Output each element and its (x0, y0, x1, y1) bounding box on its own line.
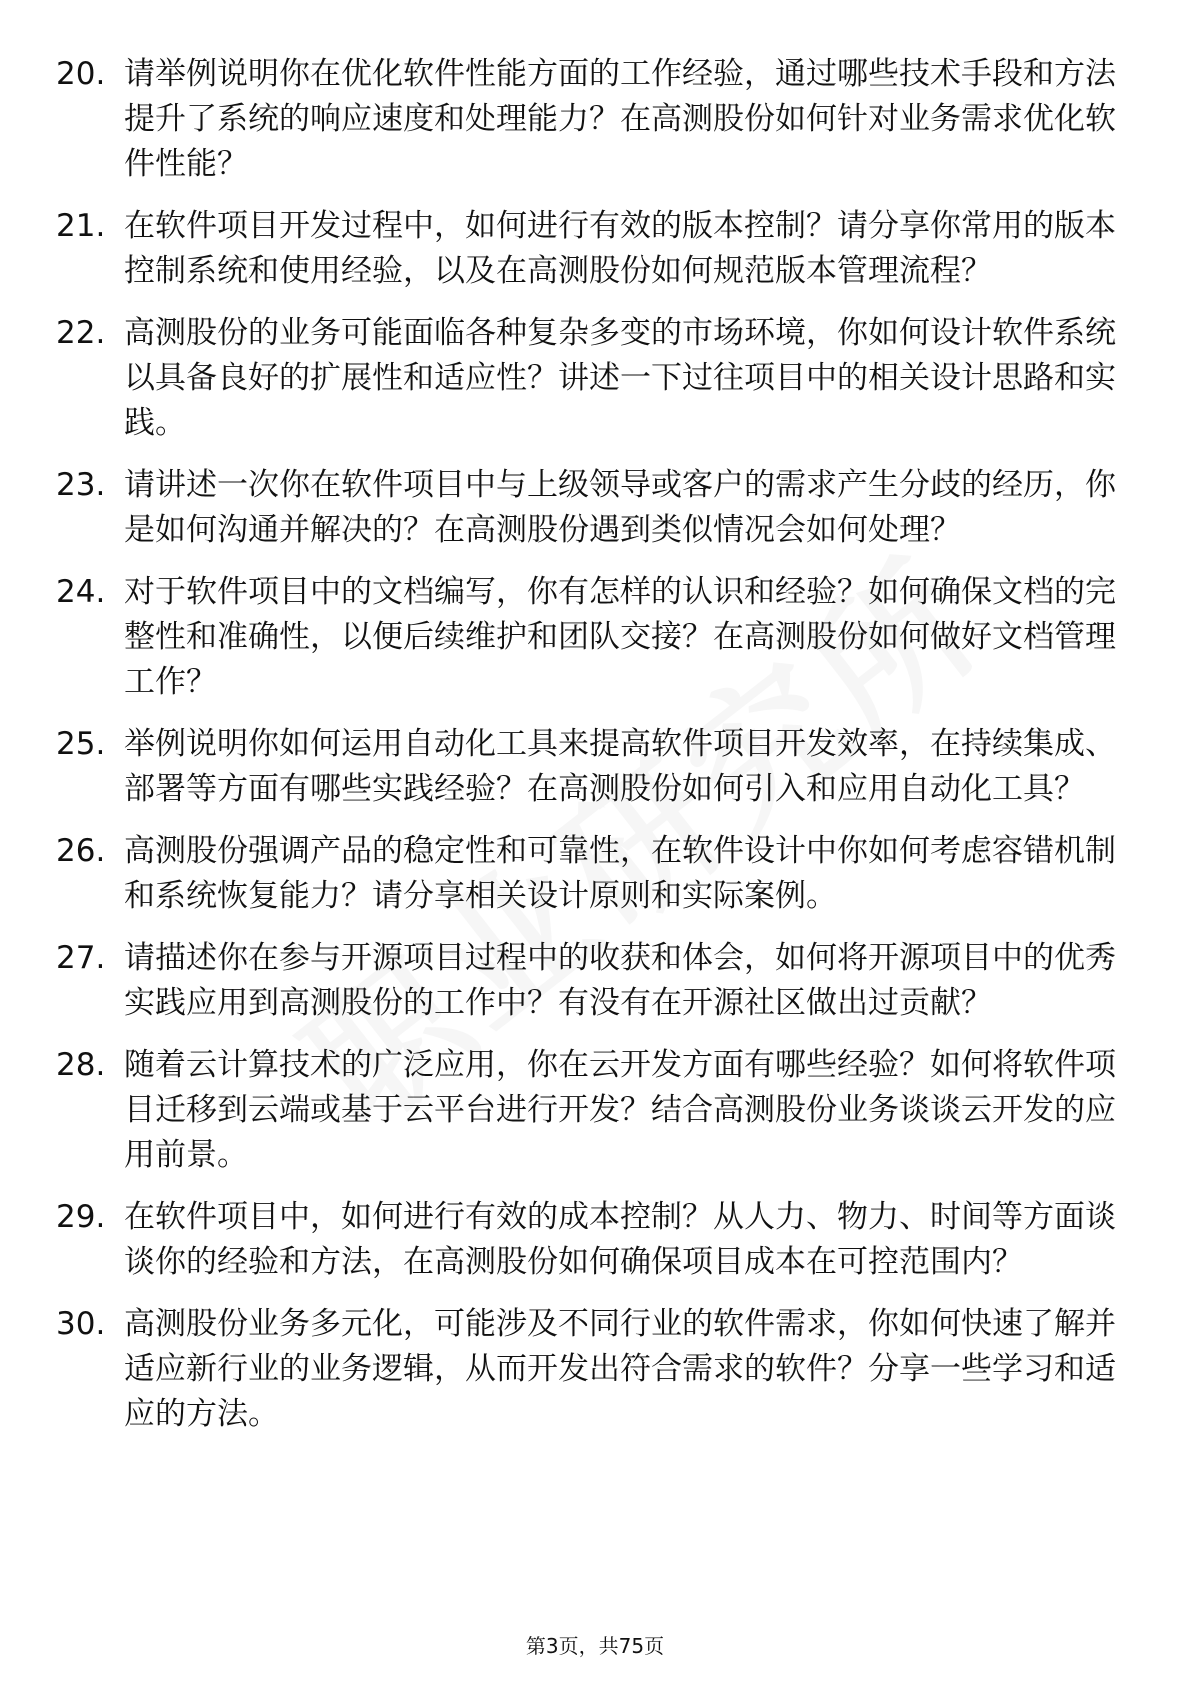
page-number-label: 第3页，共75页 (525, 1634, 665, 1658)
question-text: 请描述你在参与开源项目过程中的收获和体会，如何将开源项目中的优秀实践应用到高测股份的工作中？有没有在开源社区做出过贡献？ (124, 940, 1116, 1021)
question-text: 对于软件项目中的文档编写，你有怎样的认识和经验？如何确保文档的完整性和准确性，以便后续维护和团队交接？在高测股份如何做好文档管理工作？ (124, 574, 1116, 700)
question-item (56, 570, 1136, 705)
question-item (56, 311, 1136, 446)
question-number: 24. (56, 574, 106, 610)
question-text: 请讲述一次你在软件项目中与上级领导或客户的需求产生分歧的经历，你是如何沟通并解决的？在高测股份遇到类似情况会如何处理？ (124, 467, 1116, 548)
question-text: 请举例说明你在优化软件性能方面的工作经验，通过哪些技术手段和方法提升了系统的响应速度和处理能力？在高测股份如何针对业务需求优化软件性能？ (124, 56, 1116, 182)
question-number: 20. (56, 56, 106, 92)
question-item (56, 204, 1136, 294)
question-item (56, 463, 1136, 553)
page-footer (0, 1632, 1190, 1660)
question-text: 高测股份强调产品的稳定性和可靠性，在软件设计中你如何考虑容错机制和系统恢复能力？请分享相关设计原则和实际案例。 (124, 833, 1116, 914)
question-text: 高测股份业务多元化，可能涉及不同行业的软件需求，你如何快速了解并适应新行业的业务逻辑，从而开发出符合需求的软件？分享一些学习和适应的方法。 (124, 1306, 1116, 1432)
question-item (56, 1302, 1136, 1437)
question-item (56, 52, 1136, 187)
question-number: 25. (56, 726, 106, 762)
question-list (56, 52, 1136, 1454)
question-text: 随着云计算技术的广泛应用，你在云开发方面有哪些经验？如何将软件项目迁移到云端或基于云平台进行开发？结合高测股份业务谈谈云开发的应用前景。 (124, 1047, 1116, 1173)
question-item (56, 1195, 1136, 1285)
question-number: 27. (56, 940, 106, 976)
question-text: 在软件项目中，如何进行有效的成本控制？从人力、物力、时间等方面谈谈你的经验和方法，在高测股份如何确保项目成本在可控范围内？ (124, 1199, 1116, 1280)
question-number: 23. (56, 467, 106, 503)
question-item (56, 722, 1136, 812)
question-text: 高测股份的业务可能面临各种复杂多变的市场环境，你如何设计软件系统以具备良好的扩展性和适应性？讲述一下过往项目中的相关设计思路和实践。 (124, 315, 1116, 441)
question-item (56, 936, 1136, 1026)
question-number: 21. (56, 208, 106, 244)
question-number: 29. (56, 1199, 106, 1235)
question-number: 26. (56, 833, 106, 869)
question-number: 30. (56, 1306, 106, 1342)
question-text: 举例说明你如何运用自动化工具来提高软件项目开发效率，在持续集成、部署等方面有哪些实践经验？在高测股份如何引入和应用自动化工具？ (124, 726, 1116, 807)
question-item (56, 829, 1136, 919)
question-text: 在软件项目开发过程中，如何进行有效的版本控制？请分享你常用的版本控制系统和使用经验，以及在高测股份如何规范版本管理流程？ (124, 208, 1116, 289)
question-item (56, 1043, 1136, 1178)
question-number: 28. (56, 1047, 106, 1083)
question-number: 22. (56, 315, 106, 351)
